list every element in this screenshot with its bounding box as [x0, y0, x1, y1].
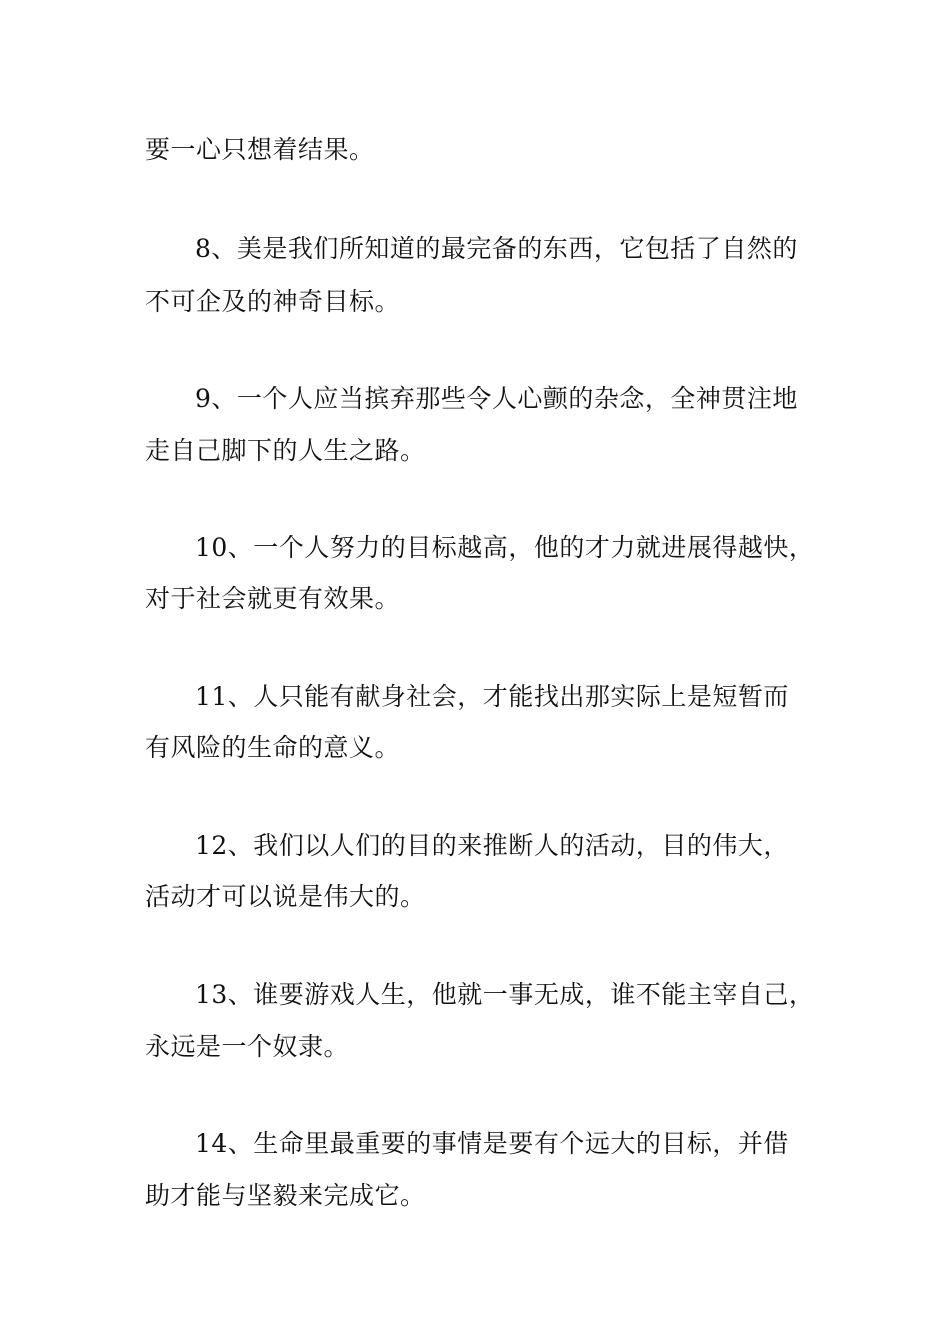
paragraph-8-line-1: 8、美是我们所知道的最完备的东西，它包括了自然的	[195, 234, 798, 263]
paragraph-9-line-2: 走自己脚下的人生之路。	[145, 436, 426, 465]
paragraph-11-line-1: 11、人只能有献身社会，才能找出那实际上是短暂而	[195, 682, 789, 711]
paragraph-12-line-1: 12、我们以人们的目的来推断人的活动，目的伟大，	[195, 831, 789, 860]
paragraph-8-line-2: 不可企及的神奇目标。	[145, 287, 401, 316]
paragraph-14-line-2: 助才能与坚毅来完成它。	[145, 1181, 426, 1210]
paragraph-11-line-2: 有风险的生命的意义。	[145, 733, 401, 762]
paragraph-10-line-2: 对于社会就更有效果。	[145, 584, 401, 613]
paragraph-13-line-1: 13、谁要游戏人生，他就一事无成，谁不能主宰自己，	[195, 980, 815, 1009]
paragraph-12-line-2: 活动才可以说是伟大的。	[145, 882, 426, 911]
paragraph-9-line-1: 9、一个人应当摈弃那些令人心颤的杂念，全神贯注地	[195, 384, 798, 413]
paragraph-14-line-1: 14、生命里最重要的事情是要有个远大的目标，并借	[195, 1129, 789, 1158]
paragraph-10-line-1: 10、一个人努力的目标越高，他的才力就进展得越快，	[195, 533, 815, 562]
paragraph-7-line-2: 要一心只想着结果。	[145, 135, 375, 164]
paragraph-13-line-2: 永远是一个奴隶。	[145, 1032, 350, 1061]
